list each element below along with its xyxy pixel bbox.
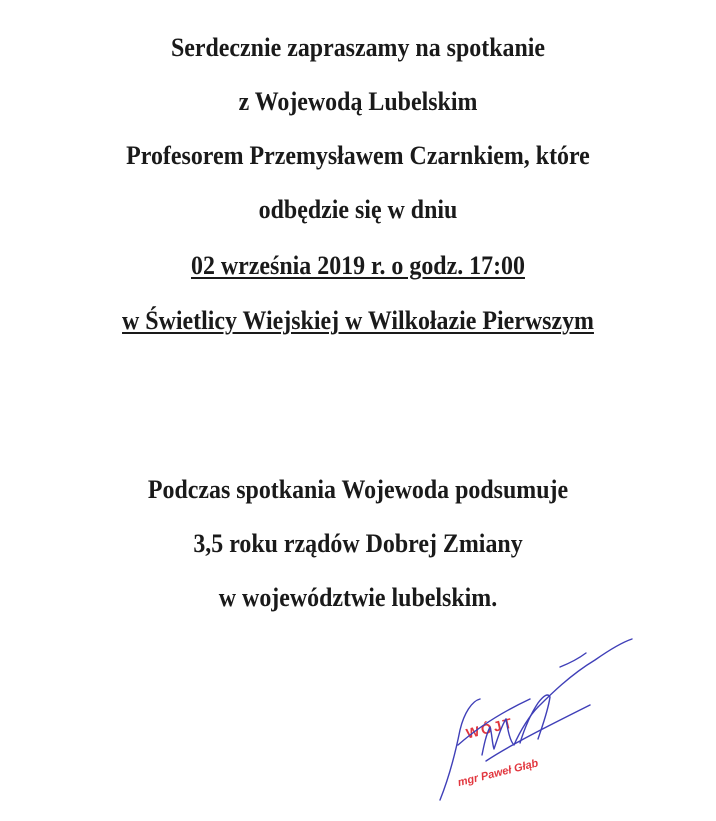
invitation-line-2: z Wojewodą Lubelskim [238, 87, 478, 116]
summary-line-3: w województwie lubelskim. [218, 583, 498, 612]
invitation-line-3: Profesorem Przemysławem Czarnkiem, które [126, 141, 590, 170]
summary-line-2: 3,5 roku rządów Dobrej Zmiany [193, 529, 523, 558]
stamp-title: WÓJT [464, 714, 516, 742]
invitation-line-4: odbędzie się w dniu [258, 195, 458, 224]
summary-line-1: Podczas spotkania Wojewoda podsumuje [147, 475, 569, 504]
signature-stamp [420, 635, 640, 815]
meeting-place: w Świetlicy Wiejskiej w Wilkołazie Pierwszym [122, 306, 594, 335]
stamp-name: mgr Paweł Głąb [456, 757, 540, 790]
invitation-line-1: Serdecznie zapraszamy na spotkanie [170, 33, 546, 62]
meeting-date: 02 września 2019 r. o godz. 17:00 [191, 251, 525, 280]
